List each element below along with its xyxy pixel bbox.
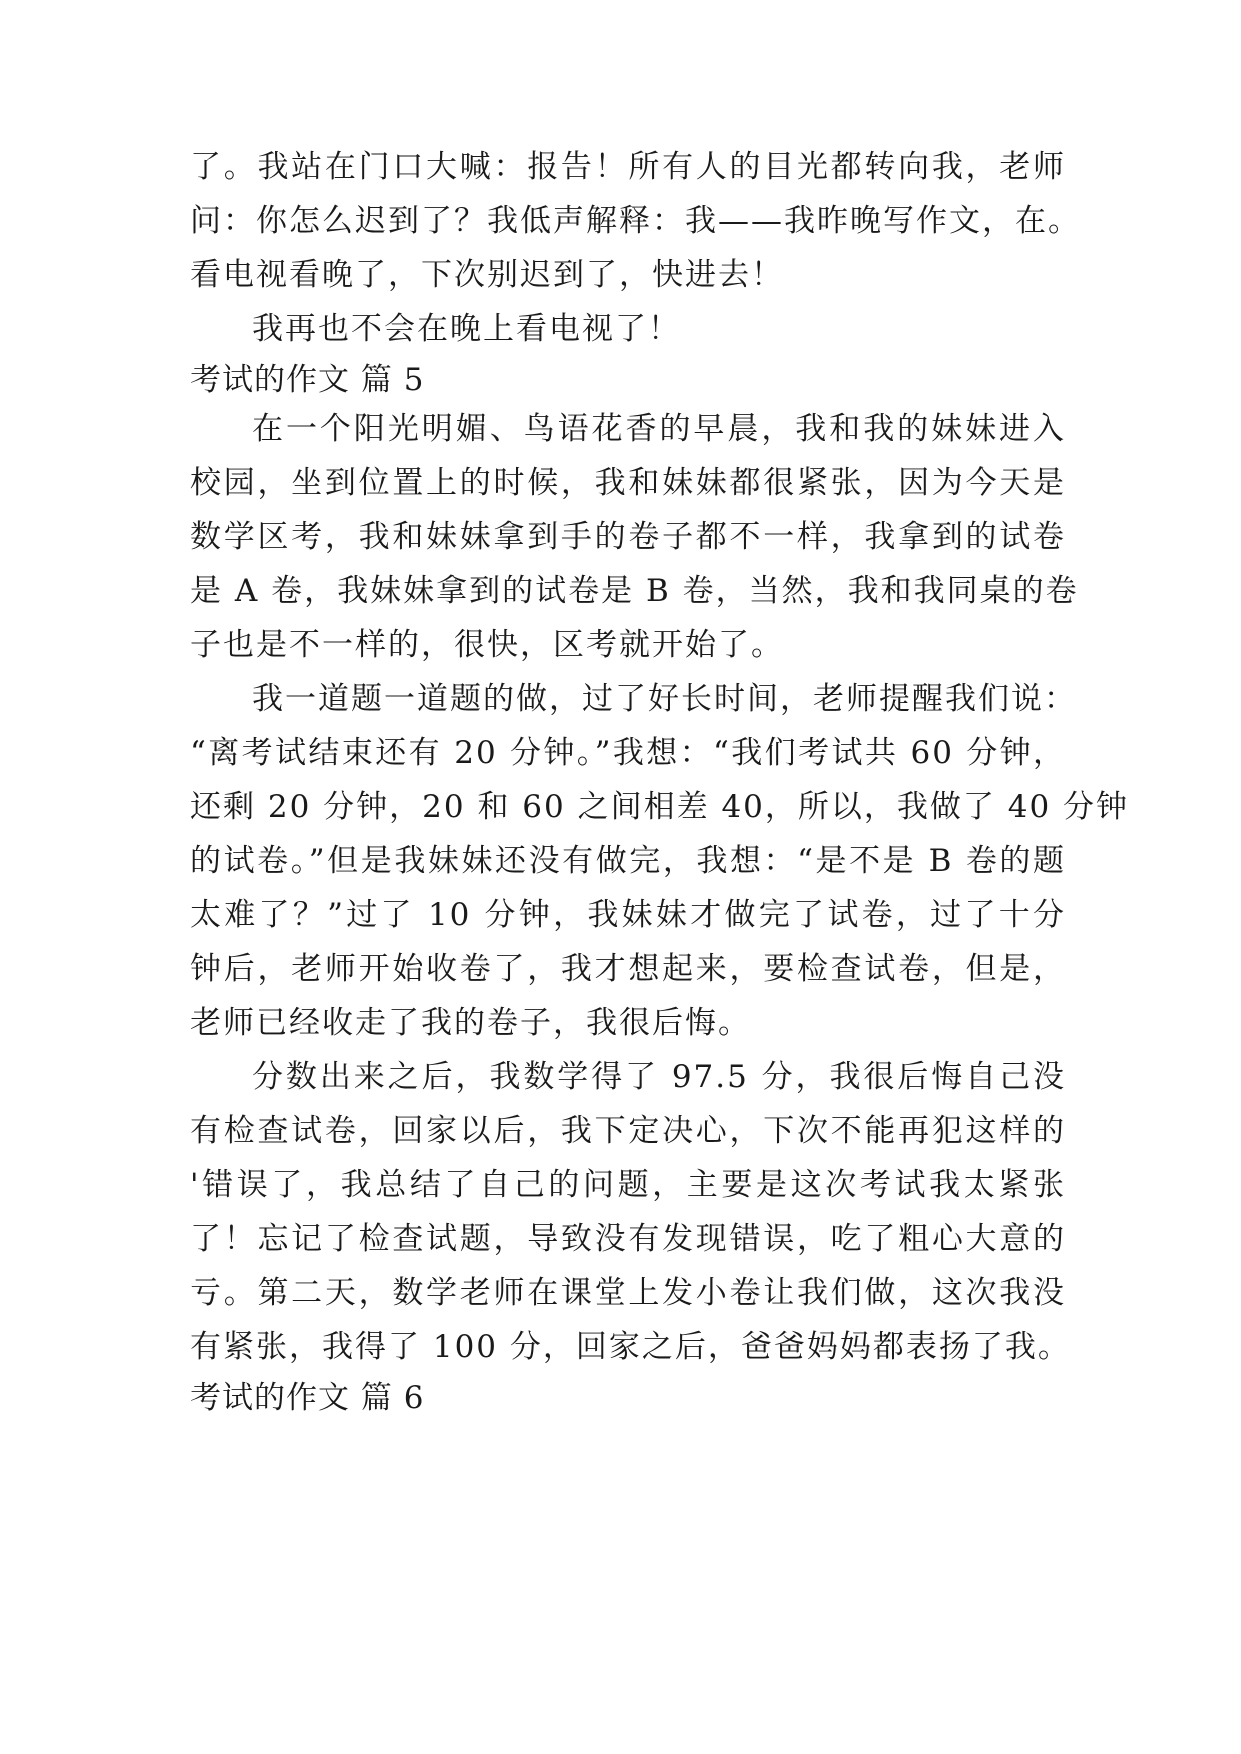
paragraph-line: 数学区考，我和妹妹拿到手的卷子都不一样，我拿到的试卷 bbox=[190, 519, 1066, 555]
paragraph-line: 子也是不一样的，很快，区考就开始了。 bbox=[190, 627, 784, 663]
paragraph-line: 了！忘记了检查试题，导致没有发现错误，吃了粗心大意的 bbox=[190, 1221, 1066, 1257]
paragraph-line: 钟后，老师开始收卷了，我才想起来，要检查试卷，但是， bbox=[190, 951, 1066, 987]
paragraph-line: 的试卷。”但是我妹妹还没有做完，我想：“是不是 B 卷的题 bbox=[190, 843, 1066, 879]
paragraph-line: 还剩 20 分钟，20 和 60 之间相差 40，所以，我做了 40 分钟 bbox=[190, 789, 1130, 825]
paragraph-line: 我一道题一道题的做，过了好长时间，老师提醒我们说： bbox=[252, 681, 1077, 717]
paragraph-line: 在一个阳光明媚、鸟语花香的早晨，我和我的妹妹进入 bbox=[252, 411, 1066, 447]
paragraph-line: 是 A 卷，我妹妹拿到的试卷是 B 卷，当然，我和我同桌的卷 bbox=[190, 573, 1079, 609]
paragraph-line: “离考试结束还有 20 分钟。”我想：“我们考试共 60 分钟， bbox=[190, 735, 1066, 771]
paragraph-line: 太难了？”过了 10 分钟，我妹妹才做完了试卷，过了十分 bbox=[190, 897, 1066, 933]
paragraph-line: 我再也不会在晚上看电视了！ bbox=[252, 311, 681, 347]
paragraph-line: 问：你怎么迟到了？我低声解释：我——我昨晚写作文，在。 bbox=[190, 203, 1081, 239]
paragraph-line: 看电视看晚了，下次别迟到了，快进去！ bbox=[190, 257, 784, 293]
section-heading: 考试的作文 篇 6 bbox=[190, 1380, 425, 1416]
paragraph-line: 分数出来之后，我数学得了 97.5 分，我很后悔自己没 bbox=[252, 1059, 1066, 1095]
paragraph-line: '错误了，我总结了自己的问题，主要是这次考试我太紧张 bbox=[190, 1167, 1066, 1203]
paragraph-line: 有检查试卷，回家以后，我下定决心，下次不能再犯这样的 bbox=[190, 1113, 1066, 1149]
section-heading: 考试的作文 篇 5 bbox=[190, 362, 425, 398]
paragraph-line: 老师已经收走了我的卷子，我很后悔。 bbox=[190, 1005, 751, 1041]
paragraph-line: 了。我站在门口大喊：报告！所有人的目光都转向我，老师 bbox=[190, 149, 1066, 185]
paragraph-line: 有紧张，我得了 100 分，回家之后，爸爸妈妈都表扬了我。 bbox=[190, 1329, 1071, 1365]
paragraph-line: 校园，坐到位置上的时候，我和妹妹都很紧张，因为今天是 bbox=[190, 465, 1066, 501]
paragraph-line: 亏。第二天，数学老师在课堂上发小卷让我们做，这次我没 bbox=[190, 1275, 1066, 1311]
